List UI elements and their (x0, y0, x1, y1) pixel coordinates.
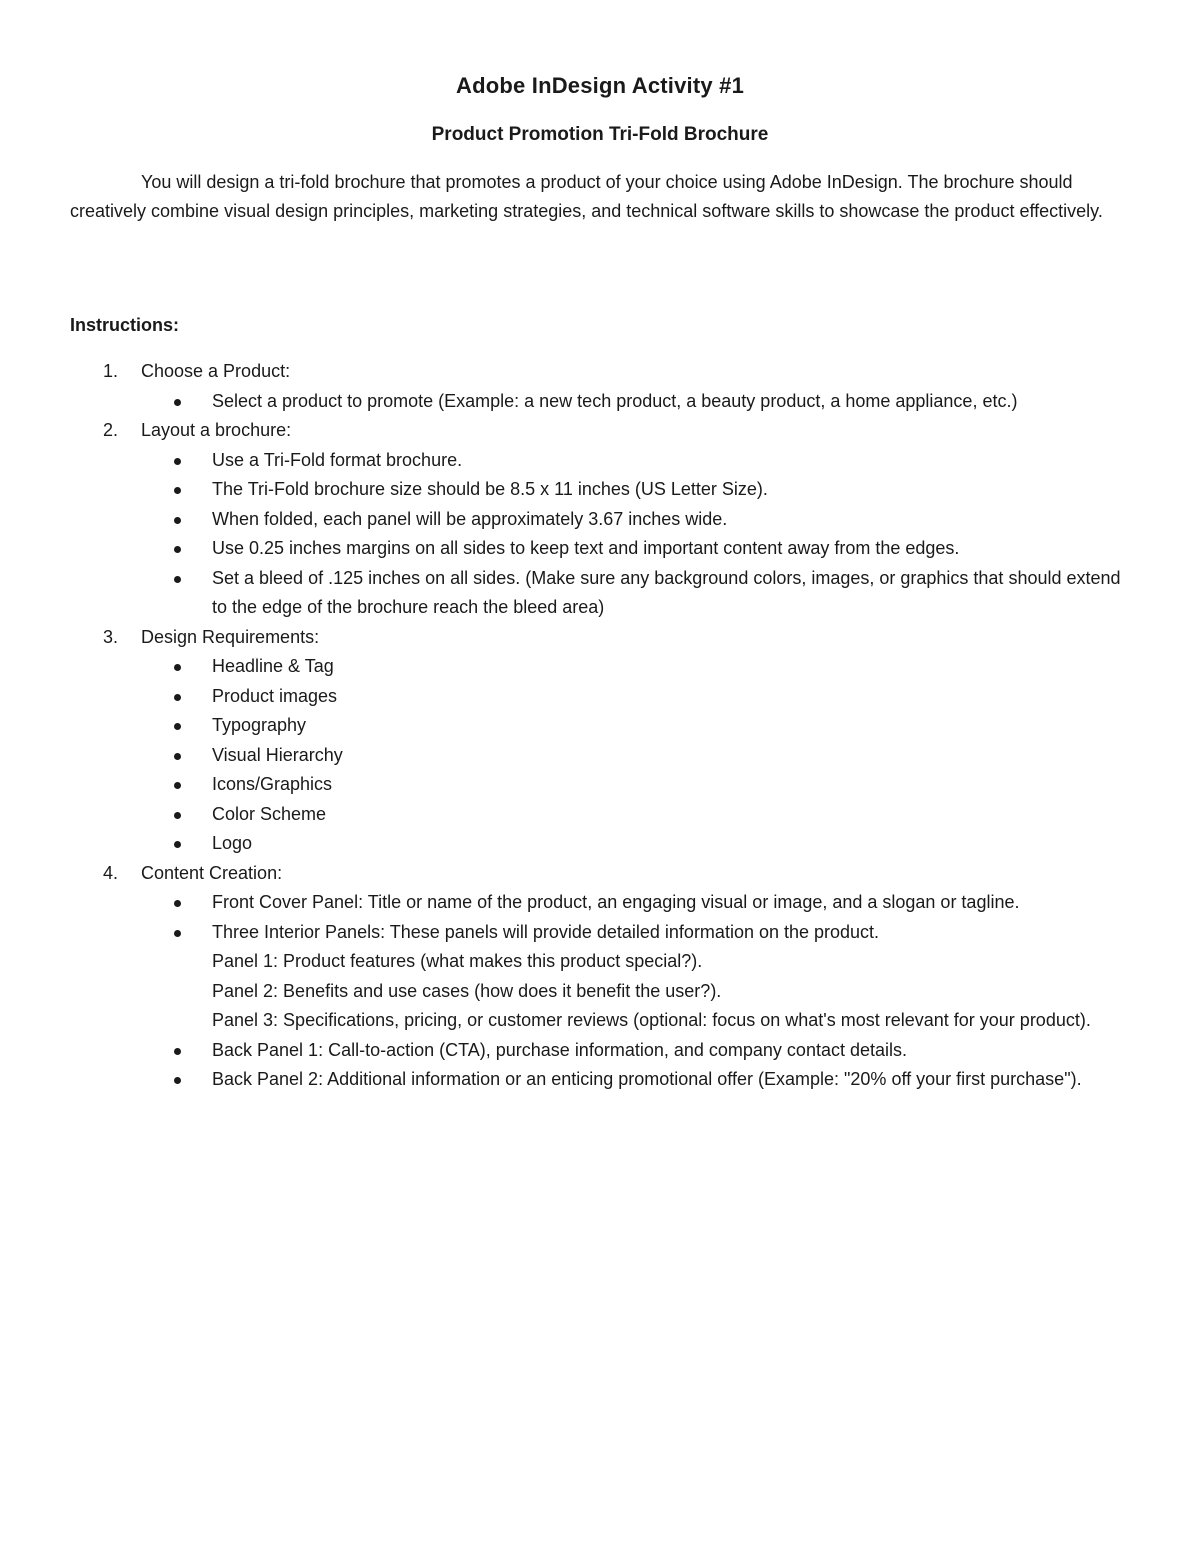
step-bullets (141, 446, 1200, 623)
panel-line: Panel 1: Product features (what makes this product special?). (212, 951, 703, 971)
bullet-text: Visual Hierarchy (212, 744, 343, 765)
bullet-icon (174, 517, 181, 524)
bullet-icon (174, 723, 181, 730)
bullet-text: Back Panel 2: Additional information or an enticing promotional offer (Example: "20% off your first purchase"). (212, 1069, 1082, 1089)
bullet-text: Headline & Tag (212, 656, 334, 676)
step-number: 2. (103, 420, 119, 440)
bullet-item (141, 446, 1132, 476)
step-item (0, 859, 1200, 1095)
step-label: Choose a Product: (141, 361, 291, 381)
bullet-text: Logo (212, 833, 253, 853)
step-label: Design Requirements: (141, 626, 320, 647)
bullet-text: Three Interior Panels: These panels will provide detailed information on the product. (212, 921, 880, 942)
bullet-text: Color Scheme (212, 803, 327, 824)
step-item (0, 357, 1200, 416)
page-subtitle: Product Promotion Tri-Fold Brochure (431, 124, 769, 145)
panel-line: Panel 3: Specifications, pricing, or customer reviews (optional: focus on what's most relevant for your product). (212, 1010, 1091, 1030)
bullet-text: The Tri-Fold brochure size should be 8.5 x 11 inches (US Letter Size). (212, 479, 768, 499)
step-number: 1. (103, 361, 119, 381)
bullet-icon (174, 1077, 181, 1084)
bullet-item (141, 387, 1132, 417)
bullet-item (141, 534, 1132, 564)
bullet-text: Use a Tri-Fold format brochure. (212, 449, 463, 470)
bullet-icon (174, 458, 181, 465)
bullet-item (141, 1065, 1132, 1095)
panel-line: Panel 2: Benefits and use cases (how does it benefit the user?). (212, 980, 722, 1001)
bullet-item (141, 741, 1132, 771)
bullet-item (141, 505, 1132, 535)
bullet-text: Typography (212, 715, 307, 735)
step-number: 4. (103, 862, 119, 883)
bullet-icon (174, 841, 181, 848)
page-title: Adobe InDesign Activity #1 (456, 73, 744, 98)
instructions-heading: Instructions: (70, 315, 180, 335)
bullet-text: Set a bleed of .125 inches on all sides. (Make sure any background colors, images, or graphics that should extend to the edge of the brochure reach the bleed area) (212, 567, 1121, 617)
bullet-text: Select a product to promote (Example: a new tech product, a beauty product, a home appliance, etc.) (212, 390, 1018, 411)
step-bullets (141, 387, 1200, 417)
step-number: 3. (103, 626, 119, 647)
bullet-icon (174, 546, 181, 553)
bullet-item (141, 770, 1132, 800)
bullet-item (141, 652, 1132, 682)
bullet-item (141, 682, 1132, 712)
bullet-text: Back Panel 1: Call-to-action (CTA), purchase information, and company contact details. (212, 1039, 907, 1060)
bullet-icon (174, 487, 181, 494)
bullet-text: Front Cover Panel: Title or name of the product, an engaging visual or image, and a slogan or tagline. (212, 892, 1020, 912)
step-label: Layout a brochure: (141, 420, 292, 440)
bullet-item (141, 829, 1132, 859)
bullet-icon (174, 1048, 181, 1055)
bullet-icon (174, 812, 181, 819)
bullet-icon (174, 694, 181, 701)
step-bullets (141, 888, 1200, 1095)
bullet-item (141, 564, 1132, 623)
instruction-steps (0, 357, 1200, 1095)
bullet-text: Icons/Graphics (212, 774, 333, 794)
bullet-item (141, 1036, 1132, 1066)
bullet-item (141, 800, 1132, 830)
step-label: Content Creation: (141, 862, 283, 883)
bullet-icon (174, 399, 181, 406)
bullet-item (141, 711, 1132, 741)
bullet-item (141, 918, 1132, 1036)
step-item (0, 623, 1200, 859)
bullet-icon (174, 576, 181, 583)
bullet-icon (174, 900, 181, 907)
bullet-icon (174, 753, 181, 760)
bullet-text: Product images (212, 685, 338, 706)
bullet-item (141, 888, 1132, 918)
bullet-icon (174, 930, 181, 937)
step-bullets (141, 652, 1200, 859)
intro-paragraph: You will design a tri-fold brochure that promotes a product of your choice using Adobe InDesign. The brochure should creatively combine visual design principles, marketing strategies, and technical software skills to showcase the product effectively. (70, 172, 1103, 221)
bullet-icon (174, 664, 181, 671)
bullet-text: Use 0.25 inches margins on all sides to keep text and important content away from the edges. (212, 538, 960, 558)
step-item (0, 416, 1200, 623)
bullet-item (141, 475, 1132, 505)
bullet-icon (174, 782, 181, 789)
bullet-text: When folded, each panel will be approximately 3.67 inches wide. (212, 508, 728, 529)
